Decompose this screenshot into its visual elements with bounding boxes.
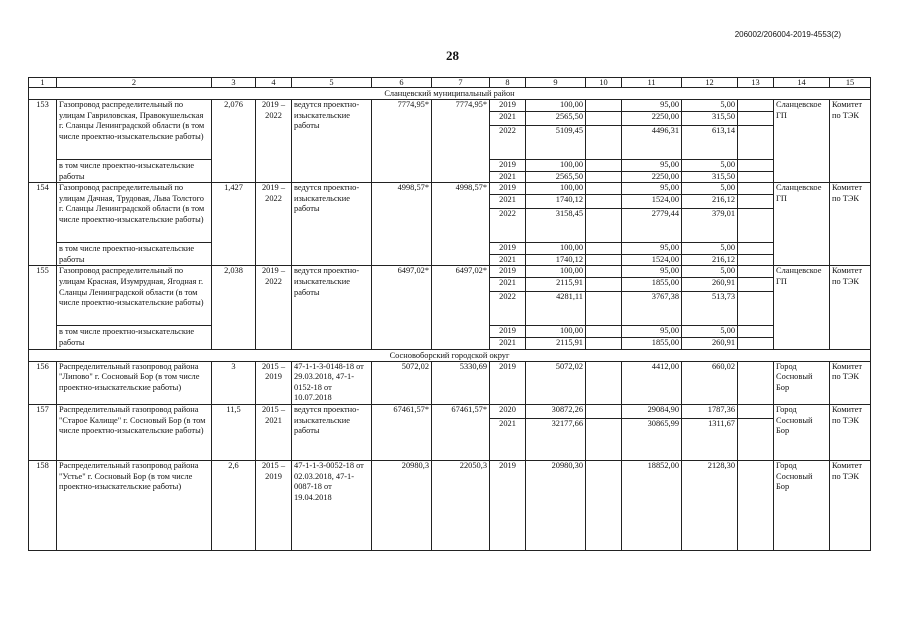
year-cell: 2019	[490, 460, 526, 550]
empty-cell	[738, 278, 774, 292]
empty-cell	[738, 112, 774, 126]
responsible-cell: Комитет по ТЭК	[830, 100, 871, 183]
local-cell: 613,14	[682, 126, 738, 160]
total-cell: 2115,91	[526, 278, 586, 292]
table-row	[29, 404, 871, 418]
year-cell: 2019	[490, 326, 526, 338]
local-cell: 216,12	[682, 254, 738, 266]
local-cell: 315,50	[682, 112, 738, 126]
estimated-cost-cell: 4998,57*	[372, 183, 432, 266]
empty-cell	[586, 404, 622, 418]
total-cell: 100,00	[526, 326, 586, 338]
estimated-cost-cell: 5072,02	[372, 361, 432, 404]
responsible-cell: Комитет по ТЭК	[830, 266, 871, 349]
total-cost-cell: 7774,95*	[432, 100, 490, 183]
column-header: 12	[682, 78, 738, 88]
local-cell: 315,50	[682, 171, 738, 183]
responsible-cell: Комитет по ТЭК	[830, 404, 871, 460]
municipality-cell: Город Сосновый Бор	[774, 404, 830, 460]
total-cell: 30872,26	[526, 404, 586, 418]
regional-cell: 95,00	[622, 243, 682, 255]
empty-cell	[586, 266, 622, 278]
empty-cell	[586, 418, 622, 460]
regional-cell: 2250,00	[622, 171, 682, 183]
length-cell: 2,038	[212, 266, 256, 349]
regional-cell: 1855,00	[622, 278, 682, 292]
local-cell: 5,00	[682, 100, 738, 112]
total-cell: 3158,45	[526, 209, 586, 243]
empty-cell	[586, 361, 622, 404]
table-row	[29, 266, 871, 278]
row-number: 155	[29, 266, 57, 349]
empty-cell	[738, 418, 774, 460]
year-cell: 2019	[490, 183, 526, 195]
empty-cell	[586, 160, 622, 172]
header-row	[29, 78, 871, 88]
empty-cell	[738, 292, 774, 326]
year-cell: 2019	[490, 243, 526, 255]
empty-cell	[738, 361, 774, 404]
row-number: 156	[29, 361, 57, 404]
empty-cell	[586, 254, 622, 266]
period-cell: 2015 – 2019	[256, 460, 292, 550]
column-header: 15	[830, 78, 871, 88]
length-cell: 11,5	[212, 404, 256, 460]
length-cell: 2,076	[212, 100, 256, 183]
year-cell: 2019	[490, 160, 526, 172]
row-number: 153	[29, 100, 57, 183]
column-header: 6	[372, 78, 432, 88]
total-cell: 1740,12	[526, 195, 586, 209]
year-cell: 2021	[490, 171, 526, 183]
empty-cell	[586, 112, 622, 126]
empty-cell	[738, 160, 774, 172]
empty-cell	[586, 278, 622, 292]
estimated-cost-cell: 20980,3	[372, 460, 432, 550]
year-cell: 2019	[490, 266, 526, 278]
object-name: Газопровод распределительный по улицам Гавриловская, Правокушельская г. Сланцы Ленинградской области (в том числе проектно-изыскательские работы)	[57, 100, 212, 160]
length-cell: 2,6	[212, 460, 256, 550]
empty-cell	[586, 126, 622, 160]
estimated-cost-cell: 67461,57*	[372, 404, 432, 460]
section-title: Сосновоборский городской округ	[29, 349, 871, 361]
empty-cell	[586, 183, 622, 195]
empty-cell	[738, 326, 774, 338]
document-cell: ведутся проектно-изыскательские работы	[292, 100, 372, 183]
column-header: 11	[622, 78, 682, 88]
empty-cell	[738, 183, 774, 195]
column-header: 8	[490, 78, 526, 88]
empty-cell	[738, 195, 774, 209]
table-row	[29, 183, 871, 195]
total-cell: 2565,50	[526, 171, 586, 183]
table-row	[29, 100, 871, 112]
total-cost-cell: 4998,57*	[432, 183, 490, 266]
regional-cell: 2779,44	[622, 209, 682, 243]
local-cell: 5,00	[682, 326, 738, 338]
municipality-cell: Сланцевское ГП	[774, 100, 830, 183]
row-number: 154	[29, 183, 57, 266]
object-name: Газопровод распределительный по улицам Дачная, Трудовая, Льва Толстого г. Сланцы Ленинградской области (в том числе проектно-изыскательские работы)	[57, 183, 212, 243]
column-header: 13	[738, 78, 774, 88]
empty-cell	[586, 460, 622, 550]
empty-cell	[738, 404, 774, 418]
empty-cell	[738, 460, 774, 550]
row-number: 157	[29, 404, 57, 460]
object-name: Распределительный газопровод района "Липово" г. Сосновый Бор (в том числе проектно-изыскательские работы)	[57, 361, 212, 404]
regional-cell: 29084,90	[622, 404, 682, 418]
column-header: 9	[526, 78, 586, 88]
local-cell: 5,00	[682, 266, 738, 278]
local-cell: 379,01	[682, 209, 738, 243]
regional-cell: 4412,00	[622, 361, 682, 404]
total-cell: 100,00	[526, 160, 586, 172]
year-cell: 2019	[490, 361, 526, 404]
year-cell: 2021	[490, 195, 526, 209]
year-cell: 2022	[490, 292, 526, 326]
year-cell: 2021	[490, 254, 526, 266]
responsible-cell: Комитет по ТЭК	[830, 183, 871, 266]
regional-cell: 18852,00	[622, 460, 682, 550]
section-title: Сланцевский муниципальный район	[29, 88, 871, 100]
local-cell: 660,02	[682, 361, 738, 404]
total-cell: 100,00	[526, 266, 586, 278]
empty-cell	[586, 326, 622, 338]
column-header: 3	[212, 78, 256, 88]
regional-cell: 4496,31	[622, 126, 682, 160]
column-header: 14	[774, 78, 830, 88]
regional-cell: 2250,00	[622, 112, 682, 126]
year-cell: 2019	[490, 100, 526, 112]
local-cell: 260,91	[682, 278, 738, 292]
column-header: 1	[29, 78, 57, 88]
total-cell: 5109,45	[526, 126, 586, 160]
document-cell: 47-1-1-3-0052-18 от 02.03.2018, 47-1-0087-18 от 19.04.2018	[292, 460, 372, 550]
regional-cell: 95,00	[622, 183, 682, 195]
section-row	[29, 88, 871, 100]
total-cost-cell: 67461,57*	[432, 404, 490, 460]
local-cell: 5,00	[682, 160, 738, 172]
gas-pipeline-table	[28, 77, 871, 551]
total-cell: 4281,11	[526, 292, 586, 326]
regional-cell: 95,00	[622, 266, 682, 278]
empty-cell	[738, 171, 774, 183]
empty-cell	[586, 100, 622, 112]
total-cell: 100,00	[526, 183, 586, 195]
object-name: Распределительный газопровод района "Устье" г. Сосновый Бор (в том числе проектно-изыскательские работы)	[57, 460, 212, 550]
empty-cell	[586, 292, 622, 326]
table-row	[29, 361, 871, 404]
column-header: 2	[57, 78, 212, 88]
period-cell: 2019 – 2022	[256, 100, 292, 183]
table-row	[29, 460, 871, 550]
empty-cell	[738, 254, 774, 266]
total-cell: 32177,66	[526, 418, 586, 460]
column-header: 10	[586, 78, 622, 88]
total-cost-cell: 5330,69	[432, 361, 490, 404]
page-number: 28	[446, 48, 459, 63]
local-cell: 260,91	[682, 337, 738, 349]
sub-label: в том числе проектно-изыскательские работы	[57, 243, 212, 266]
local-cell: 2128,30	[682, 460, 738, 550]
municipality-cell: Город Сосновый Бор	[774, 361, 830, 404]
regional-cell: 95,00	[622, 326, 682, 338]
estimated-cost-cell: 6497,02*	[372, 266, 432, 349]
empty-cell	[738, 243, 774, 255]
period-cell: 2019 – 2022	[256, 183, 292, 266]
empty-cell	[586, 195, 622, 209]
object-name: Газопровод распределительный по улицам Красная, Изумрудная, Ягодная г. Сланцы Ленинградской области (в том числе проектно-изыскательские работы)	[57, 266, 212, 326]
total-cell: 1740,12	[526, 254, 586, 266]
year-cell: 2020	[490, 404, 526, 418]
total-cost-cell: 6497,02*	[432, 266, 490, 349]
document-cell: ведутся проектно-изыскательские работы	[292, 404, 372, 460]
period-cell: 2015 – 2021	[256, 404, 292, 460]
length-cell: 1,427	[212, 183, 256, 266]
year-cell: 2021	[490, 337, 526, 349]
object-name: Распределительный газопровод района "Старое Калище" г. Сосновый Бор (в том числе проектно-изыскательские работы)	[57, 404, 212, 460]
regional-cell: 95,00	[622, 160, 682, 172]
local-cell: 513,73	[682, 292, 738, 326]
empty-cell	[586, 209, 622, 243]
period-cell: 2019 – 2022	[256, 266, 292, 349]
row-number: 158	[29, 460, 57, 550]
year-cell: 2021	[490, 112, 526, 126]
table-body	[29, 78, 871, 551]
local-cell: 216,12	[682, 195, 738, 209]
total-cell: 2115,91	[526, 337, 586, 349]
local-cell: 5,00	[682, 183, 738, 195]
total-cell: 2565,50	[526, 112, 586, 126]
document-cell: ведутся проектно-изыскательские работы	[292, 266, 372, 349]
total-cell: 20980,30	[526, 460, 586, 550]
column-header: 7	[432, 78, 490, 88]
regional-cell: 3767,38	[622, 292, 682, 326]
empty-cell	[586, 171, 622, 183]
year-cell: 2022	[490, 209, 526, 243]
section-row	[29, 349, 871, 361]
total-cell: 5072,02	[526, 361, 586, 404]
regional-cell: 1524,00	[622, 195, 682, 209]
local-cell: 1787,36	[682, 404, 738, 418]
municipality-cell: Сланцевское ГП	[774, 266, 830, 349]
estimated-cost-cell: 7774,95*	[372, 100, 432, 183]
empty-cell	[586, 337, 622, 349]
municipality-cell: Город Сосновый Бор	[774, 460, 830, 550]
regional-cell: 30865,99	[622, 418, 682, 460]
responsible-cell: Комитет по ТЭК	[830, 361, 871, 404]
municipality-cell: Сланцевское ГП	[774, 183, 830, 266]
year-cell: 2022	[490, 126, 526, 160]
empty-cell	[586, 243, 622, 255]
empty-cell	[738, 266, 774, 278]
regional-cell: 1524,00	[622, 254, 682, 266]
regional-cell: 1855,00	[622, 337, 682, 349]
empty-cell	[738, 126, 774, 160]
regional-cell: 95,00	[622, 100, 682, 112]
document-cell: ведутся проектно-изыскательские работы	[292, 183, 372, 266]
year-cell: 2021	[490, 278, 526, 292]
document-id: 206002/206004-2019-4553(2)	[734, 30, 841, 39]
column-header: 4	[256, 78, 292, 88]
total-cell: 100,00	[526, 243, 586, 255]
total-cost-cell: 22050,3	[432, 460, 490, 550]
period-cell: 2015 – 2019	[256, 361, 292, 404]
empty-cell	[738, 100, 774, 112]
year-cell: 2021	[490, 418, 526, 460]
responsible-cell: Комитет по ТЭК	[830, 460, 871, 550]
sub-label: в том числе проектно-изыскательские работы	[57, 326, 212, 349]
local-cell: 1311,67	[682, 418, 738, 460]
local-cell: 5,00	[682, 243, 738, 255]
empty-cell	[738, 209, 774, 243]
empty-cell	[738, 337, 774, 349]
length-cell: 3	[212, 361, 256, 404]
column-header: 5	[292, 78, 372, 88]
sub-label: в том числе проектно-изыскательские работы	[57, 160, 212, 183]
document-cell: 47-1-1-3-0148-18 от 29.03.2018, 47-1-0152-18 от 10.07.2018	[292, 361, 372, 404]
total-cell: 100,00	[526, 100, 586, 112]
